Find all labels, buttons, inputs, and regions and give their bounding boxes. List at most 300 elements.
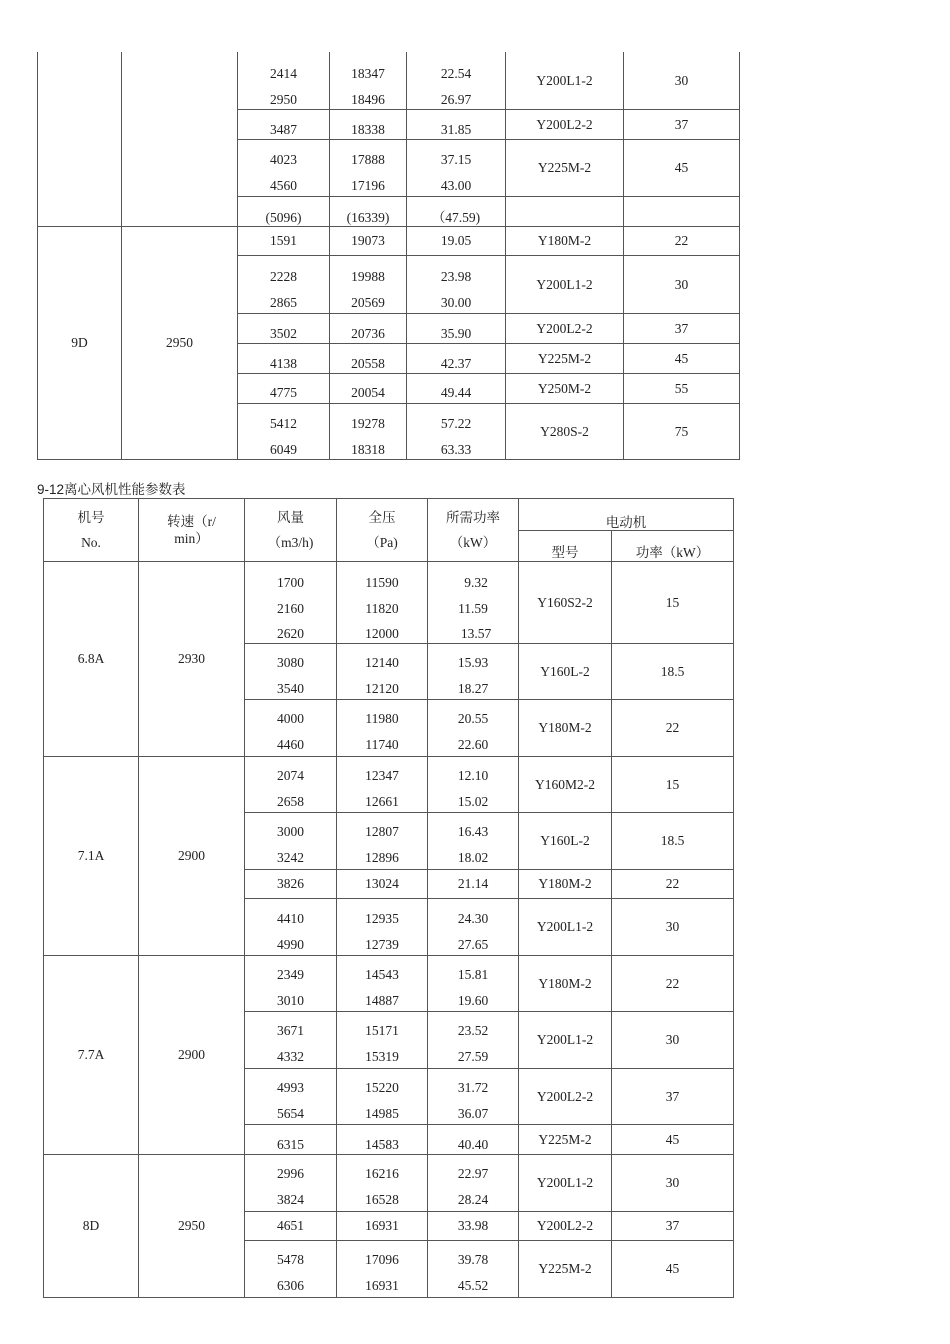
pressure-cell [337,1155,428,1212]
motor-power-cell-value: 37 [665,1088,680,1104]
pressure-cell-value: 11980 [365,711,399,726]
flow-cell [238,314,330,344]
flow-cell-value: 4993 [277,1080,304,1095]
power-cell-value: 31.85 [440,122,472,137]
table-row [44,757,734,813]
pressure-cell [337,1012,428,1069]
pressure-cell-value: 18318 [351,442,385,457]
header-flow-line1: 风量 [277,510,304,525]
motor-model-cell-value: Y250M-2 [537,380,592,396]
pressure-cell [337,813,428,870]
fan-number-cell [44,562,139,757]
flow-cell-value: 3080 [277,655,304,670]
power-cell-value: 11.59 [458,601,488,616]
motor-model-cell [506,344,624,374]
speed-cell [139,562,245,757]
power-cell-value: 49.44 [440,385,472,400]
flow-cell-value: 4990 [277,937,304,952]
flow-cell [245,813,337,870]
fan-number-cell-value: 6.8A [77,651,105,666]
pressure-cell-value: 11590 [365,575,399,590]
pressure-cell-value: 18338 [351,122,385,137]
motor-power-cell [624,110,740,140]
motor-power-cell [612,562,734,644]
pressure-cell-value: 19278 [351,416,385,431]
header-motor-group-label: 电动机 [605,515,647,530]
power-cell [428,1241,519,1298]
pressure-cell-value: 15220 [365,1080,399,1095]
flow-cell-value: 2414 [270,66,297,81]
speed-cell-value: 2930 [178,651,205,666]
table-row [38,227,740,256]
power-cell-value: （47.59) [431,210,481,225]
motor-power-cell-value: 15 [665,594,680,610]
flow-cell-value: 6315 [277,1137,304,1152]
motor-power-cell [612,870,734,899]
power-cell-value: 19.60 [457,993,489,1008]
pressure-cell-value: 18347 [351,66,385,81]
motor-model-cell [519,700,612,757]
motor-power-cell [624,52,740,110]
pressure-cell [330,404,407,460]
motor-model-cell-value: Y160L-2 [540,833,590,848]
motor-power-cell-value: 45 [674,350,689,366]
flow-cell [245,757,337,813]
pressure-cell [337,700,428,757]
pressure-cell [330,256,407,314]
header-speed [139,499,245,562]
motor-model-cell [519,1155,612,1212]
motor-power-cell-value: 30 [674,72,689,88]
speed-cell-value: 2950 [178,1218,205,1233]
power-cell [407,374,506,404]
speed-cell [122,227,238,460]
pressure-cell-value: 20054 [351,385,385,400]
flow-cell-value: 4000 [277,711,304,726]
power-cell-value: 18.27 [457,681,489,696]
flow-cell [245,1241,337,1298]
flow-cell-value: 2349 [277,967,304,982]
power-cell-value: 39.78 [457,1252,489,1267]
header-motor-group [519,499,734,531]
flow-cell-value: 5412 [270,416,297,431]
motor-model-cell-value: Y200L2-2 [536,1218,594,1233]
pressure-cell-value: 12807 [365,824,399,839]
motor-model-cell-value: Y200L1-2 [536,1175,594,1190]
pressure-cell [330,197,407,227]
motor-model-cell-value: Y225M-2 [538,1261,592,1276]
power-cell-value: 31.72 [457,1080,489,1095]
flow-cell-value: 3671 [277,1023,304,1038]
flow-cell-value: 2228 [270,269,297,284]
power-cell [407,256,506,314]
speed-cell-value: 2900 [178,848,205,863]
power-cell-value: 22.97 [457,1166,489,1181]
speed-cell [139,757,245,956]
pressure-cell-value: 12896 [365,850,399,865]
power-cell-value: 12.10 [457,768,489,783]
pressure-cell [337,1069,428,1125]
motor-model-cell [506,256,624,314]
motor-power-cell-value: 37 [665,1218,680,1233]
flow-cell [245,1012,337,1069]
motor-power-cell-value: 45 [665,1261,680,1276]
motor-power-cell-value: 37 [674,116,689,132]
pressure-cell-value: 19988 [351,269,385,284]
power-cell [428,562,519,644]
power-cell-value: 19.05 [440,233,472,248]
motor-power-cell-value: 45 [674,160,689,175]
pressure-cell-value: 12935 [365,911,399,926]
power-cell-value: 22.60 [457,737,489,752]
flow-cell-value: 3487 [270,122,297,137]
flow-cell [245,562,337,644]
motor-model-cell [519,1212,612,1241]
motor-model-cell [506,404,624,460]
pressure-cell [330,314,407,344]
power-cell [407,140,506,197]
motor-power-cell [624,314,740,344]
flow-cell [245,644,337,700]
power-cell [428,757,519,813]
flow-cell-value: 1700 [277,575,304,590]
motor-power-cell [624,197,740,227]
speed-cell [139,956,245,1155]
motor-model-cell-value: Y200L2-2 [536,116,593,132]
flow-cell-value: 4651 [277,1218,304,1233]
pressure-cell-value: 15171 [365,1023,399,1038]
motor-power-cell-value: 22 [665,720,680,735]
flow-cell [245,899,337,956]
motor-power-cell [612,1155,734,1212]
speed-cell [139,1155,245,1298]
flow-cell-value: 6306 [277,1278,304,1293]
power-cell [407,52,506,110]
motor-power-cell-value: 75 [674,423,689,439]
motor-power-cell-value: 37 [674,320,689,336]
flow-cell-value: 5478 [277,1252,304,1267]
motor-model-cell [506,374,624,404]
flow-cell-value: 3826 [277,876,304,891]
pressure-cell-value: 14583 [365,1137,399,1152]
motor-model-cell-value: Y200L1-2 [536,1032,594,1047]
flow-cell [245,870,337,899]
flow-cell [245,1125,337,1155]
pressure-cell-value: 12140 [365,655,399,670]
header-pressure-line1: 全压 [368,510,396,525]
motor-power-cell [624,374,740,404]
flow-cell-value: 3824 [277,1192,304,1207]
motor-power-cell [612,757,734,813]
flow-cell-value: 4560 [270,178,297,193]
motor-model-cell [519,1069,612,1125]
motor-power-cell-value: 22 [665,975,680,991]
pressure-cell [337,757,428,813]
pressure-cell-value: 16931 [365,1278,399,1293]
header-power [428,499,519,562]
pressure-cell [337,644,428,700]
pressure-cell [337,562,428,644]
motor-model-cell-value: Y280S-2 [540,423,589,439]
flow-cell-value: 5654 [277,1106,304,1121]
motor-model-cell [506,197,624,227]
motor-power-cell [624,404,740,460]
power-cell-value: 37.15 [440,152,472,167]
power-cell-value: 24.30 [457,911,489,926]
pressure-cell-value: 12000 [365,626,399,641]
flow-cell-value: 3242 [277,850,304,865]
pressure-cell-value: 14985 [365,1106,399,1121]
motor-power-cell [624,140,740,197]
motor-power-cell [612,813,734,870]
motor-model-cell [506,314,624,344]
flow-cell [238,110,330,140]
power-cell [407,227,506,256]
motor-power-cell [624,256,740,314]
pressure-cell [330,52,407,110]
power-cell-value: 27.65 [457,937,489,952]
power-cell [428,700,519,757]
fan-number-cell [38,227,122,460]
power-cell-value: 36.07 [457,1106,489,1121]
motor-power-cell [624,344,740,374]
flow-cell [238,404,330,460]
header-power-line1: 所需功率 [446,510,500,525]
power-cell-value: 35.90 [440,326,472,341]
pressure-cell [330,227,407,256]
pressure-cell-value: 14887 [365,993,399,1008]
pressure-cell [337,870,428,899]
flow-cell-value: 3000 [277,824,304,839]
motor-model-cell-value: Y160L-2 [540,663,590,679]
pressure-cell-value: 14543 [365,967,399,982]
pressure-cell-value: 20736 [351,326,385,341]
flow-cell [245,1069,337,1125]
motor-model-cell-value: Y160M2-2 [535,776,595,792]
motor-power-cell [612,644,734,700]
motor-power-cell-value: 22 [665,876,680,891]
header-pressure [337,499,428,562]
motor-model-cell [519,956,612,1012]
flow-cell-value: (5096) [265,210,302,225]
pressure-cell [330,110,407,140]
flow-cell-value: 2996 [277,1166,304,1181]
motor-power-cell [612,899,734,956]
pressure-cell [337,1212,428,1241]
power-cell-value: 45.52 [457,1278,489,1293]
power-cell-value: 15.02 [457,794,489,809]
motor-power-cell [612,1125,734,1155]
flow-cell-value: 2658 [277,794,304,809]
power-cell-value: 15.81 [457,967,489,982]
fan-number-cell [44,757,139,956]
flow-cell-value: 6049 [270,442,297,457]
fan-number-cell [38,52,122,227]
motor-power-cell [612,956,734,1012]
pressure-cell [337,1241,428,1298]
pressure-cell-value: 13024 [365,876,399,891]
motor-power-cell [624,227,740,256]
motor-power-cell [612,1012,734,1069]
flow-cell [238,140,330,197]
motor-power-cell-value: 55 [674,380,689,396]
flow-cell-value: 4023 [270,152,297,167]
pressure-cell-value: 11820 [365,601,399,616]
motor-power-cell-value: 30 [665,1175,680,1190]
pressure-cell-value: 16528 [365,1192,399,1207]
power-cell-value: 21.14 [457,876,489,891]
speed-cell [122,52,238,227]
flow-cell-value: 4138 [270,356,297,371]
flow-cell-value: 4460 [277,737,304,752]
fan-number-cell-value: 7.1A [77,848,105,863]
motor-model-cell-value: Y225M-2 [537,350,592,366]
motor-power-cell-value: 30 [665,1032,680,1047]
flow-cell-value: 2074 [277,768,304,783]
power-cell-value: 23.52 [457,1023,489,1038]
flow-cell-value: 3010 [277,993,304,1008]
pressure-cell-value: 12661 [365,794,399,809]
power-cell [428,1012,519,1069]
power-cell-value: 16.43 [457,824,489,839]
header-motor-power [612,531,734,562]
power-cell [428,899,519,956]
pressure-cell-value: 16931 [365,1218,399,1233]
pressure-cell-value: 20558 [351,356,385,371]
fan-performance-table-continued [37,52,740,460]
power-cell-value: 57.22 [440,416,472,431]
header-no-zh: 机号 [77,510,105,525]
flow-cell-value: 2950 [270,92,297,107]
motor-model-cell-value: Y200L2-2 [536,1088,594,1104]
motor-model-cell-value: Y225M-2 [538,1131,592,1147]
power-cell-value: 27.59 [457,1049,489,1064]
header-row [44,499,734,531]
motor-model-cell-value: Y200L1-2 [536,919,594,934]
header-motor-power-label: 功率（kW） [635,545,710,560]
motor-model-cell [519,870,612,899]
motor-model-cell [519,1012,612,1069]
pressure-cell-value: 15319 [365,1049,399,1064]
motor-power-cell-value: 15 [665,776,680,792]
power-cell-value: 18.02 [457,850,489,865]
header-speed-line1: 转速（r/ [167,514,216,529]
flow-cell [238,256,330,314]
flow-cell-value: 4410 [277,911,304,926]
motor-power-cell-value: 22 [674,233,689,248]
motor-model-cell [506,227,624,256]
header-speed-line2: min） [174,531,209,546]
motor-model-cell-value: Y180M-2 [538,975,592,991]
pressure-cell [337,956,428,1012]
flow-cell [238,52,330,110]
flow-cell-value: 1591 [270,233,297,248]
power-cell-value: 13.57 [460,626,492,641]
power-cell [428,813,519,870]
table-row [44,562,734,644]
power-cell [428,1125,519,1155]
flow-cell-value: 3502 [270,326,297,341]
power-cell-value: 20.55 [457,711,489,726]
flow-cell [245,700,337,757]
header-motor-model-label: 型号 [551,545,579,560]
fan-number-cell [44,956,139,1155]
power-cell [428,644,519,700]
flow-cell [238,227,330,256]
pressure-cell-value: 12120 [365,681,399,696]
pressure-cell [337,899,428,956]
motor-model-cell-value: Y160S2-2 [537,594,593,610]
power-cell-value: 9.32 [464,575,488,590]
motor-power-cell [612,1069,734,1125]
motor-model-cell [519,562,612,644]
flow-cell [245,1155,337,1212]
header-no [44,499,139,562]
pressure-cell [330,140,407,197]
motor-model-cell-value: Y200L1-2 [536,276,593,292]
flow-cell [245,956,337,1012]
power-cell [428,1155,519,1212]
pressure-cell-value: (16339) [346,210,390,225]
motor-model-cell [506,52,624,110]
power-cell [407,110,506,140]
header-flow [245,499,337,562]
power-cell-value: 23.98 [440,269,472,284]
pressure-cell-value: 17196 [351,178,385,193]
motor-power-cell [612,700,734,757]
flow-cell-value: 4332 [277,1049,304,1064]
fan-number-cell-value: 9D [71,335,88,350]
power-cell [407,197,506,227]
power-cell [407,404,506,460]
flow-cell-value: 3540 [277,681,304,696]
pressure-cell-value: 16216 [365,1166,399,1181]
fan-number-cell-value: 7.7A [77,1047,105,1062]
motor-model-cell [519,899,612,956]
motor-power-cell [612,1241,734,1298]
motor-model-cell [519,757,612,813]
header-no-en: No. [81,535,101,550]
motor-model-cell [506,110,624,140]
power-cell-value: 30.00 [440,295,472,310]
motor-power-cell [612,1212,734,1241]
motor-power-cell-value: 30 [665,919,680,934]
table-row [38,52,740,110]
pressure-cell-value: 17888 [351,152,385,167]
flow-cell-value: 2620 [277,626,304,641]
fan-number-cell [44,1155,139,1298]
motor-model-cell-value: Y180M-2 [538,720,592,735]
pressure-cell [337,1125,428,1155]
fan-number-cell-value: 8D [82,1218,100,1233]
motor-model-cell-value: Y225M-2 [537,160,592,175]
power-cell-value: 43.00 [440,178,472,193]
header-pressure-line2: （Pa) [366,535,398,550]
motor-model-cell [519,1241,612,1298]
flow-cell-value: 4775 [270,385,297,400]
power-cell [428,1069,519,1125]
motor-model-cell-value: Y200L2-2 [536,320,593,336]
fan-performance-table [43,498,734,1298]
power-cell [428,870,519,899]
pressure-cell-value: 20569 [351,295,385,310]
header-flow-line2: （m3/h) [267,535,314,550]
power-cell-value: 15.93 [457,655,489,670]
motor-model-cell-value: Y180M-2 [537,233,592,248]
power-cell-value: 63.33 [440,442,472,457]
power-cell [407,314,506,344]
motor-model-cell [519,1125,612,1155]
